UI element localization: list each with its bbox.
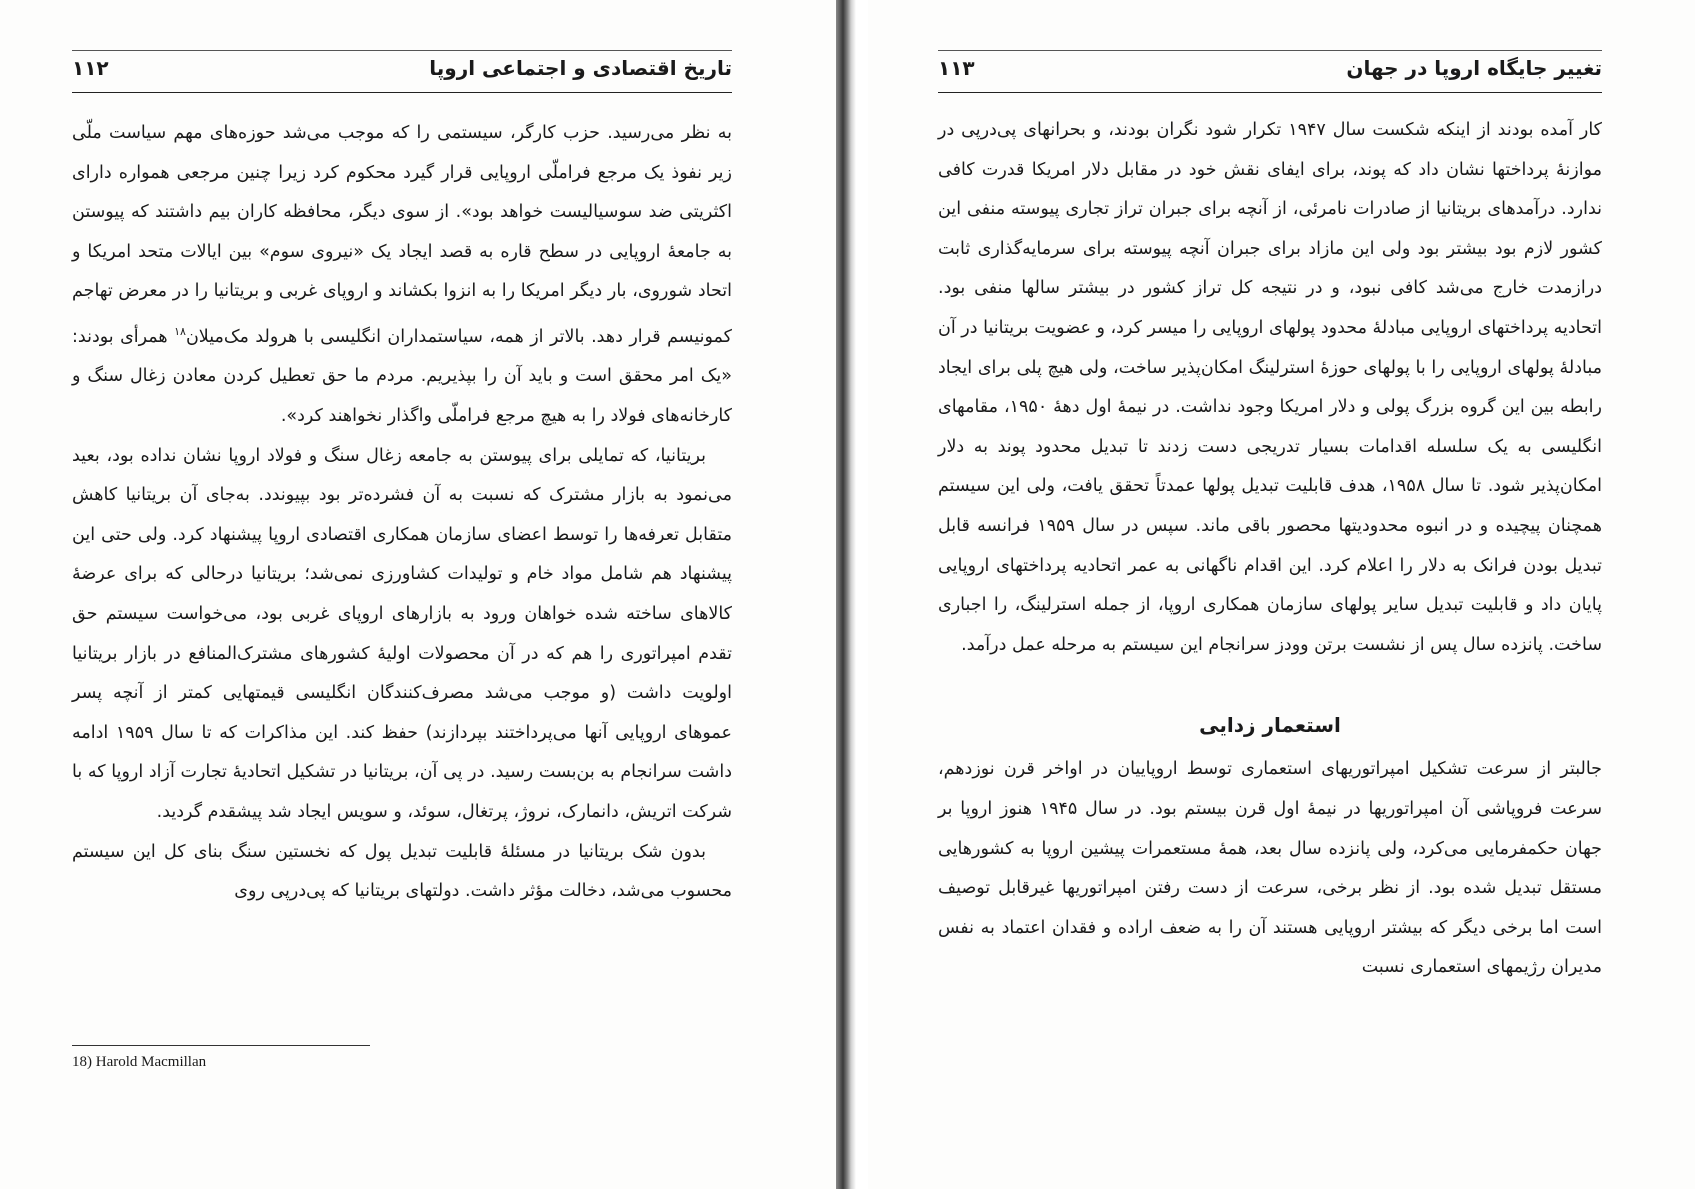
paragraph: بریتانیا، که تمایلی برای پیوستن به جامعه زغال سنگ و فولاد اروپا نشان نداده بود، بعید می‌نمود به بازار مشترک که نسبت به آن فشرده‌تر بود بپیوندد. به‌جای آن بریتانیا کاهش متقابل تعرفه‌ها را توسط اعضای سازمان همکاری اقتصادی اروپا پیشنهاد کرد. ولی حتی این پیشنهاد هم شامل مواد خام و تولیدات کشاورزی نمی‌شد؛ بریتانیا درحالی که برای عرضهٔ کالاهای ساخته شده خواهان ورود به بازارهای اروپای غربی بود، می‌خواست سیستم حق تقدم امپراتوری را هم که در آن محصولات اولیهٔ کشورهای مشترک‌المنافع در بازار بریتانیا اولویت داشت (و موجب می‌شد مصرف‌کنندگان انگلیسی قیمتهایی کمتر از آنچه پسر عموهای اروپایی آنها می‌پرداختند بپردازند) حفظ کند. این مذاکرات که تا سال ۱۹۵۹ ادامه داشت سرانجام به بن‌بست رسید. در پی آن، بریتانیا در تشکیل اتحادیهٔ تجارت آزاد اروپا که با شرکت اتریش، دانمارک، نروژ، پرتغال، سوئد، و سویس ایجاد شد پیشقدم گردید. bbox=[72, 445, 732, 822]
right-page bbox=[868, 0, 1695, 1189]
page-number: ۱۱۲ bbox=[72, 56, 109, 80]
section-heading: استعمار زدایی bbox=[1199, 713, 1341, 738]
footnote-rule bbox=[72, 1045, 370, 1046]
left-page bbox=[0, 0, 836, 1189]
header-top-rule bbox=[72, 50, 732, 51]
paragraph-text: به نظر می‌رسید. حزب کارگر، سیستمی را که موجب می‌شد حوزه‌های مهم سیاست ملّی زیر نفوذ یک مرجع فراملّی اروپایی قرار گیرد محکوم کرد زیرا چنین مرجعی همواره دارای اکثریتی ضد سوسیالیست خواهد بود». از سوی دیگر، محافظه کاران بیم داشتند که پیوستن به جامعهٔ اروپایی در سطح قاره به قصد ایجاد یک «نیروی سوم» بین ایالات متحد امریکا و اتحاد شوروی، بار دیگر امریکا را به انزوا بکشاند و اروپای غربی و بریتانیا را در معرض تهاجم کمونیسم قرار دهد. بالاتر از همه، سیاستمداران انگلیسی با هرولد مک‌میلان bbox=[72, 123, 733, 347]
paragraph: بدون شک بریتانیا در مسئلهٔ قابلیت تبدیل پول که نخستین سنگ بنای کل این سیستم محسوب می‌شد، دخالت مؤثر داشت. دولتهای بریتانیا که پی‌درپی روی bbox=[72, 841, 732, 902]
header-rule bbox=[72, 92, 732, 93]
paragraph-text-continued: همرأی بودند: «یک امر محقق است و باید آن را بپذیریم. مردم ما حق تعطیل کردن معادن زغال سنگ و کارخانه‌های فولاد را به هیچ مرجع فراملّی واگذار نخواهند کرد». bbox=[72, 326, 732, 426]
footnote-marker: ۱۸ bbox=[174, 324, 186, 338]
body-text bbox=[72, 114, 732, 912]
running-title: تاریخ اقتصادی و اجتماعی اروپا bbox=[429, 56, 732, 80]
body-text bbox=[938, 111, 1602, 988]
paragraph: کار آمده بودند از اینکه شکست سال ۱۹۴۷ تکرار شود نگران بودند، و بحرانهای پی‌درپی در موازنهٔ پرداختها نشان داد که پوند، برای ایفای نقش خود در مقابل دلار امریکا قدرت کافی ندارد. درآمدهای بریتانیا از صادرات نامرئی، از آنچه برای جبران تراز تجاری پیوسته منفی این کشور لازم بود بیشتر بود ولی این مازاد برای جبران آنچه پیوسته برای سرمایه‌گذاری ثابت درازمدت خارج می‌شد کافی نبود، و در نتیجه کل تراز کشور در بیشتر سالها منفی بود. اتحادیه پرداختهای اروپایی مبادلهٔ محدود پولهای اروپایی را میسر کرد، و عضویت بریتانیا در آن مبادلهٔ پولهای اروپایی را با پولهای حوزهٔ استرلینگ امکان‌پذیر ساخت، ولی هیچ پلی برای ایجاد رابطه بین این گروه بزرگ پولی و دلار امریکا وجود نداشت. در نیمهٔ اول دههٔ ۱۹۵۰، مقامهای انگلیسی به یک سلسله اقدامات بسیار تدریجی دست زدند تا تبدیل محدود پوند به دلار امکان‌پذیر شود. تا سال ۱۹۵۸، هدف قابلیت تبدیل پولها عمدتاً تحقق یافت، ولی این سیستم همچنان پیچیده و در انبوه محدودیتها محصور باقی ماند. سپس در سال ۱۹۵۹ فرانسه قابل تبدیل بودن فرانک به دلار را اعلام کرد. این اقدام ناگهانی به عمر اتحادیه پرداختهای اروپایی پایان داد و قابلیت تبدیل سایر پولهای سازمان همکاری اروپا، از جمله استرلینگ، را اجباری ساخت. پانزده سال پس از نشست برتن وودز سرانجام این سیستم به مرحله عمل درآمد. bbox=[938, 120, 1602, 655]
running-head bbox=[938, 56, 1602, 90]
running-title: تغییر جایگاه اروپا در جهان bbox=[1346, 56, 1602, 80]
page-number: ۱۱۳ bbox=[938, 56, 975, 80]
header-rule bbox=[938, 92, 1602, 93]
running-head bbox=[72, 56, 732, 90]
book-gutter bbox=[836, 0, 868, 1189]
footnote: 18) Harold Macmillan bbox=[72, 1054, 207, 1070]
header-top-rule bbox=[938, 50, 1602, 51]
paragraph: جالبتر از سرعت تشکیل امپراتوریهای استعماری توسط اروپاییان در اواخر قرن نوزدهم، سرعت فروپاشی آن امپراتوریها در نیمهٔ اول قرن بیستم بود. در سال ۱۹۴۵ هنوز اروپا بر جهان حکمفرمایی می‌کرد، ولی پانزده سال بعد، همهٔ مستعمرات پیشین اروپا به کشورهایی مستقل تبدیل شده بود. از نظر برخی، سرعت از دست رفتن امپراتوریها غیرقابل توصیف است اما برخی دیگر که بیشتر اروپایی هستند آن را به ضعف اراده و فقدان اعتماد به نفس مدیران رژیمهای استعماری نسبت bbox=[938, 759, 1602, 978]
paragraph bbox=[72, 114, 732, 437]
